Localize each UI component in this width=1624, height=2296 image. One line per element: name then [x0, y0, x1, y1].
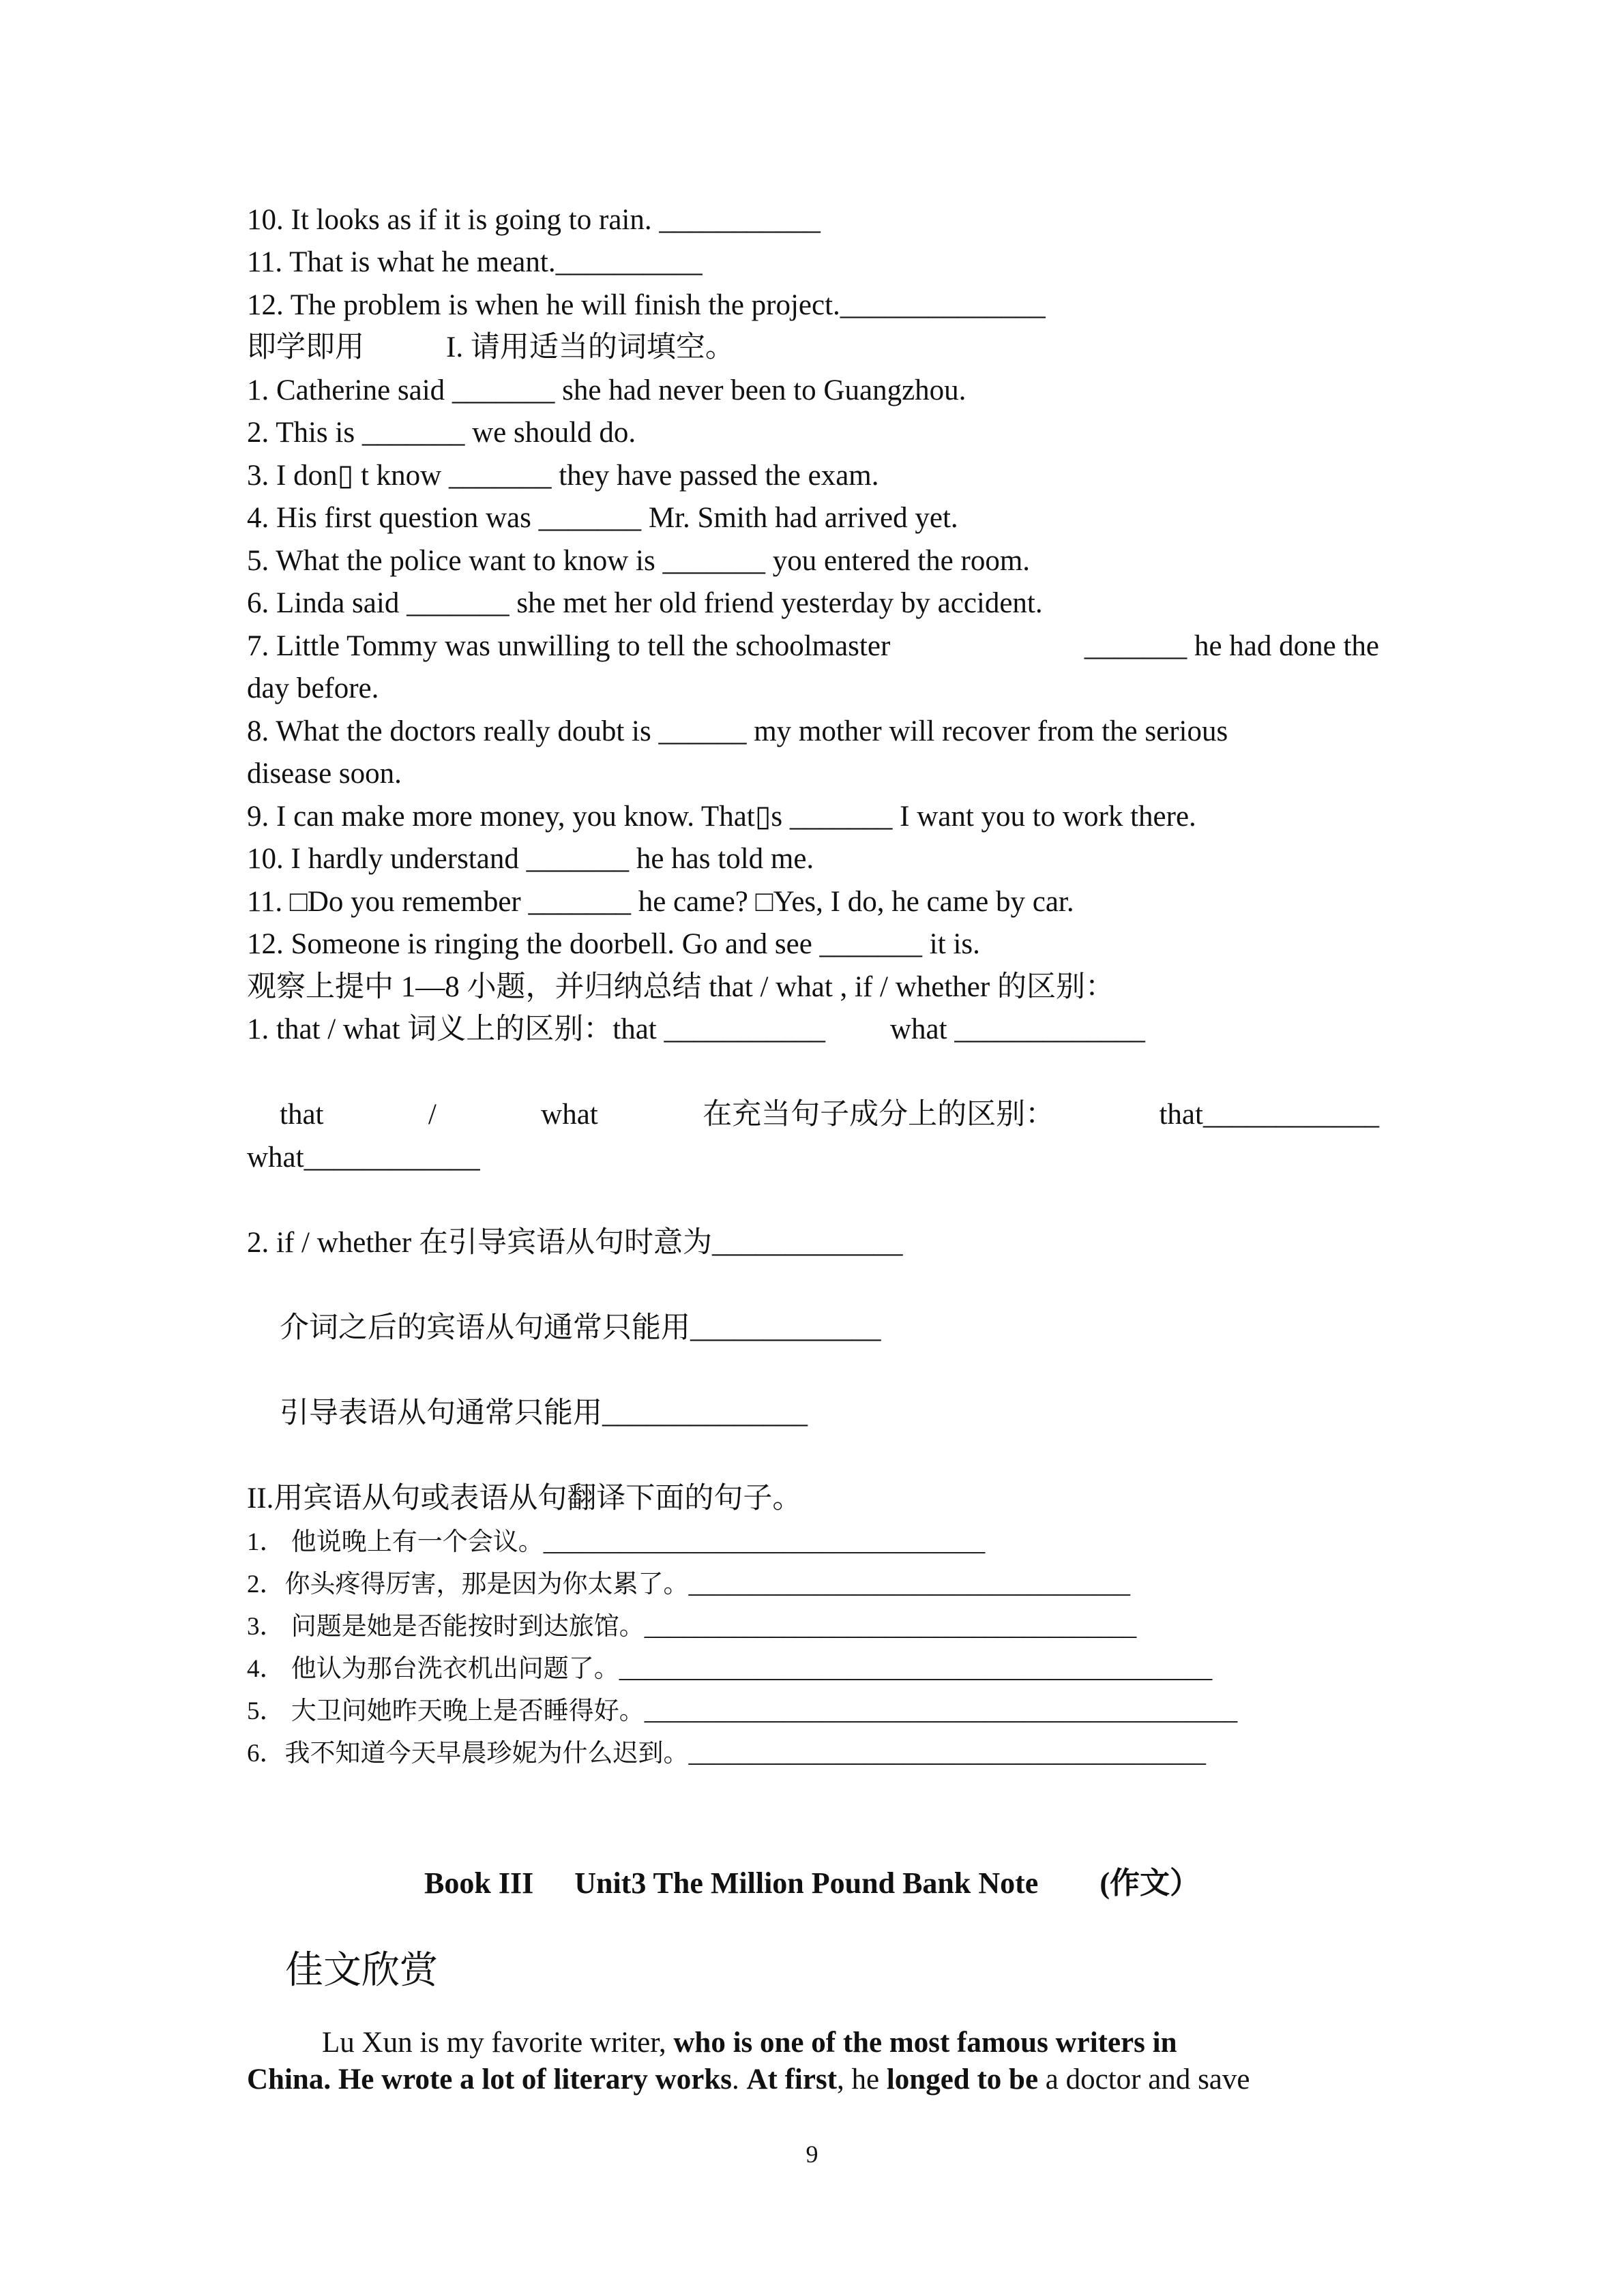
item-text: 7. Little Tommy was unwilling to tell the schoolmaster	[247, 630, 891, 662]
exercise-line: 4. His first question was _______ Mr. Smith had arrived yet.	[247, 502, 958, 534]
essay-text: .	[731, 2063, 747, 2096]
essay-emphasis: At first	[746, 2063, 838, 2096]
question-word: /	[428, 1099, 437, 1131]
page-number: 9	[806, 2141, 818, 2168]
question-text: 1. that / what 词义上的区别：that ___________	[247, 1013, 825, 1045]
section-heading	[247, 329, 1379, 367]
exercise-line: 12. The problem is when he will finish the project.______________	[247, 289, 1046, 321]
exercise-line: 10. It looks as if it is going to rain. ___________	[247, 204, 821, 236]
essay-text: a doctor and save	[1038, 2063, 1250, 2096]
exercise-line: 12. Someone is ringing the doorbell. Go and see _______ it is.	[247, 928, 980, 960]
exercise-line: day before.	[247, 672, 379, 704]
observe-question: 介词之后的宾语从句通常只能用_____________	[280, 1312, 881, 1344]
question-word: that____________	[1159, 1099, 1379, 1131]
observe-question: what____________	[247, 1142, 480, 1174]
observe-question: 引导表语从句通常只能用______________	[280, 1397, 808, 1429]
translation-item: 2．你头疼得厉害，那是因为你太累了。___________________________________	[247, 1570, 1130, 1598]
essay-emphasis: longed to be	[886, 2063, 1039, 2096]
translation-item: 4． 他认为那台洗衣机出问题了。_______________________________________________	[247, 1655, 1213, 1683]
exercise-line: 11. That is what he meant.__________	[247, 246, 703, 278]
exercise-line: 2. This is _______ we should do.	[247, 417, 636, 449]
exercise-line: 6. Linda said _______ she met her old friend yesterday by accident.	[247, 587, 1043, 619]
title-tag: (作文）	[1099, 1866, 1200, 1900]
exercise-line: 9. I can make more money, you know. That▯s _______ I want you to work there.	[247, 801, 1196, 833]
observe-question: 2. if / whether 在引导宾语从句时意为_____________	[247, 1227, 903, 1259]
subheading: 佳文欣赏	[285, 1948, 438, 1993]
essay-text: Lu Xun is my favorite writer,	[322, 2027, 674, 2059]
question-text: what _____________	[890, 1013, 1145, 1045]
essay-emphasis: who is one of the most famous writers in	[673, 2027, 1177, 2059]
exercise-line: disease soon.	[247, 758, 402, 790]
exercise-line: 11. □Do you remember _______ he came? □Yes, I do, he came by car.	[247, 886, 1074, 918]
translation-item: 1． 他说晚上有一个会议。___________________________________	[247, 1528, 986, 1556]
observe-question	[247, 1011, 1379, 1049]
question-word: what	[541, 1099, 598, 1131]
section-label: 即学即用	[247, 331, 364, 363]
observe-question	[280, 1096, 1379, 1134]
translation-item: 5． 大卫问她昨天晚上是否睡得好。_______________________________________________	[247, 1697, 1238, 1725]
exercise-line: 10. I hardly understand _______ he has told me.	[247, 843, 814, 875]
observe-intro: 观察上提中 1—8 小题，并归纳总结 that / what , if / whether 的区别：	[247, 971, 1114, 1003]
exercise-line: 1. Catherine said _______ she had never been to Guangzhou.	[247, 374, 966, 406]
exercise-line: 3. I don▯ t know _______ they have passed the exam.	[247, 460, 879, 492]
exercise-line	[247, 627, 1379, 666]
translation-item: 6．我不知道今天早晨珍妮为什么迟到。_________________________________________	[247, 1740, 1206, 1768]
unit-label: Unit3 The Million Pound Bank Note	[574, 1866, 1039, 1900]
question-word: that	[280, 1099, 324, 1131]
section-instruction: I. 请用适当的词填空。	[446, 331, 735, 363]
exercise-line: 5. What the police want to know is _______ you entered the room.	[247, 545, 1031, 577]
essay-line	[247, 2061, 1379, 2099]
translation-item: 3． 问题是她是否能按时到达旅馆。_______________________________________	[247, 1613, 1137, 1641]
essay-emphasis: China. He wrote a lot of literary works	[247, 2063, 732, 2096]
question-word: 在充当句子成分上的区别：	[703, 1099, 1055, 1131]
book-label: Book III	[424, 1866, 534, 1900]
essay-text: , he	[837, 2063, 887, 2096]
exercise-line: 8. What the doctors really doubt is ______ my mother will recover from the serious	[247, 715, 1228, 747]
unit-title	[0, 1858, 1624, 1902]
item-text: _______ he had done the	[1084, 630, 1379, 662]
essay-line	[322, 2024, 1454, 2062]
section-heading: II.用宾语从句或表语从句翻译下面的句子。	[247, 1482, 802, 1515]
